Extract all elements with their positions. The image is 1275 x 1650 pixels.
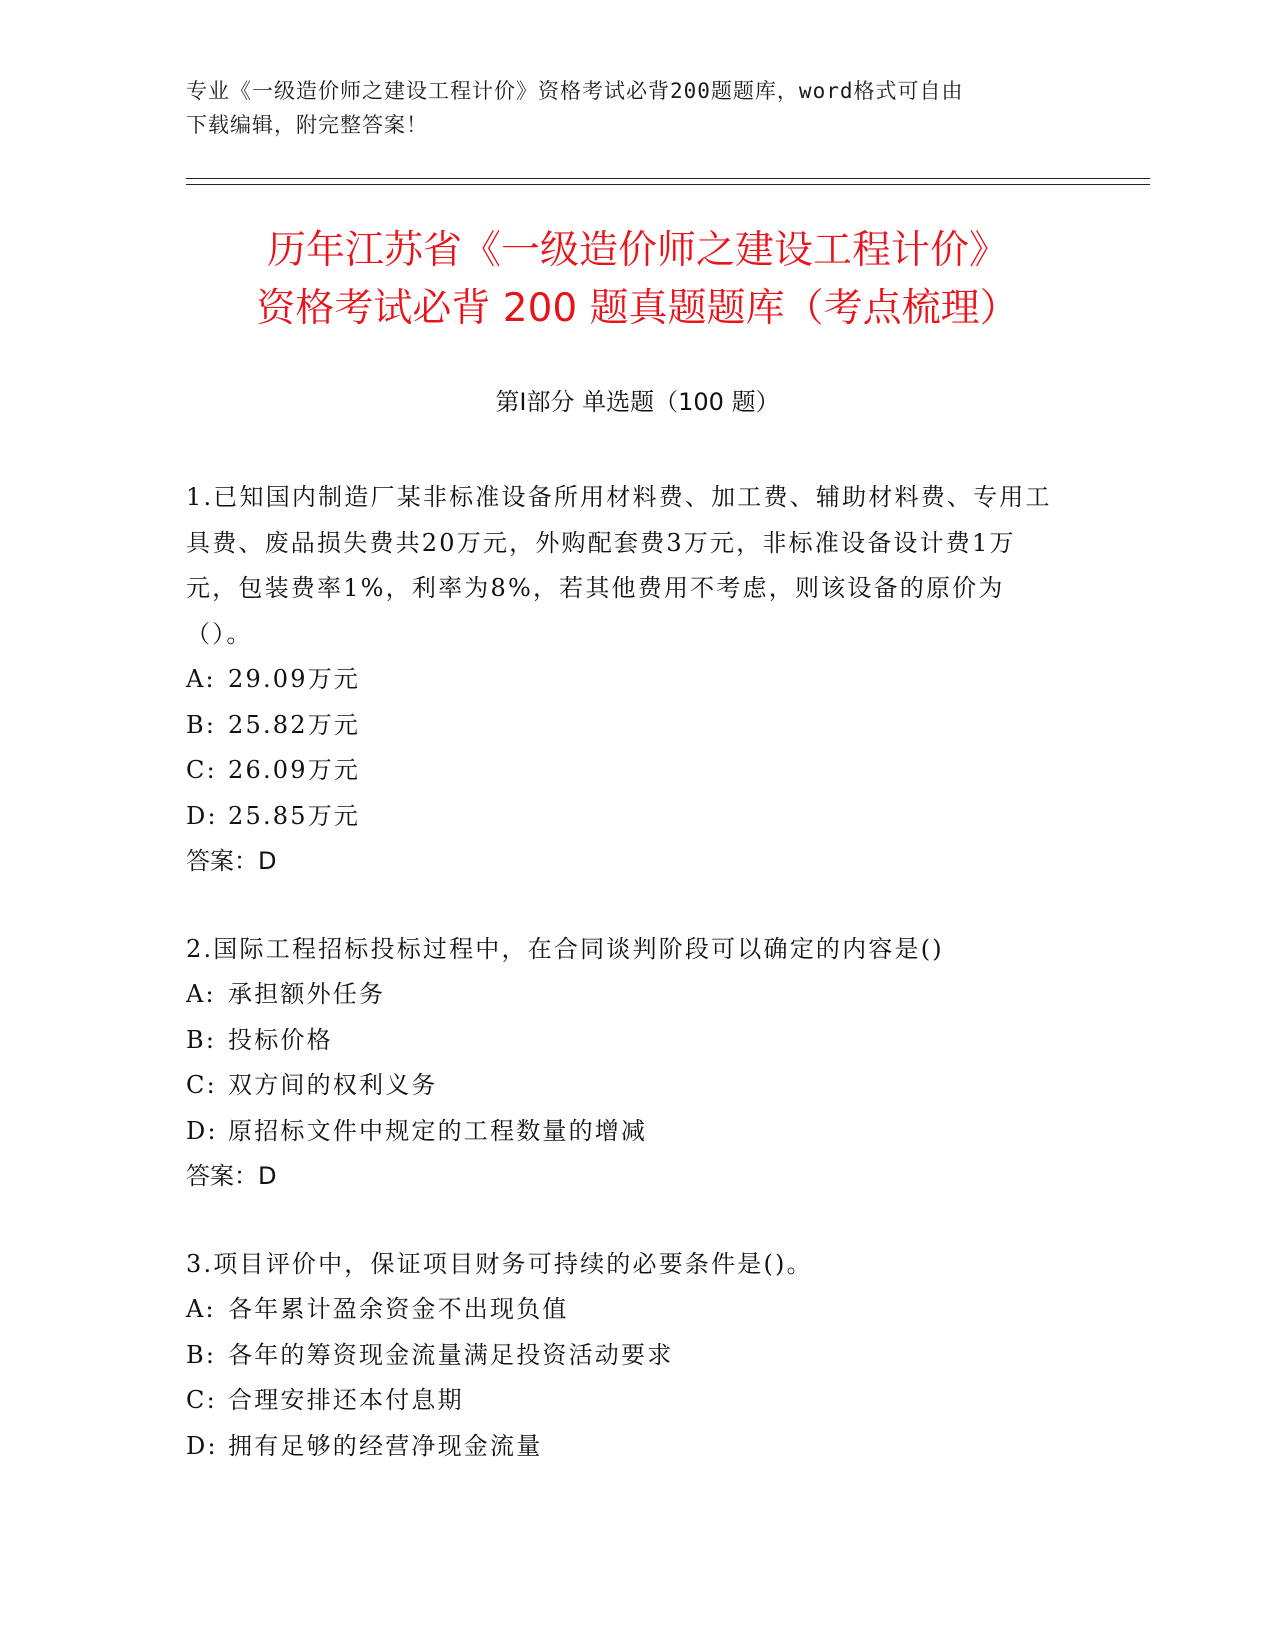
option-text: 承担额外任务: [228, 980, 386, 1008]
option-letter: C:: [186, 1071, 217, 1099]
option-letter: B:: [186, 1340, 217, 1369]
question-list: [186, 475, 1066, 1511]
option-a: [186, 657, 1066, 703]
option-letter: A:: [186, 665, 216, 693]
option-b: [186, 1018, 1066, 1064]
option-text: 29.09万元: [228, 665, 361, 693]
answer-label: 答案：D: [186, 847, 277, 875]
header-note: [186, 74, 1076, 142]
option-letter: C:: [186, 1386, 217, 1414]
option-letter: B:: [186, 1025, 217, 1054]
option-letter: B:: [186, 710, 217, 739]
question-stem: 3.项目评价中，保证项目财务可持续的必要条件是()。: [186, 1249, 813, 1278]
option-letter: A:: [186, 980, 216, 1008]
option-text: 双方间的权利义务: [228, 1071, 438, 1099]
option-letter: A:: [186, 1295, 216, 1323]
header-divider-top: [186, 178, 1150, 179]
question-stem: 1.已知国内制造厂某非标准设备所用材料费、加工费、辅助材料费、专用工具费、废品损失费共20万元，外购配套费3万元，非标准设备设计费1万元，包装费率1%，利率为8%，若其他费用不考虑，则该设备的原价为（）。: [186, 483, 1052, 648]
question-item: [186, 475, 1066, 885]
section-title: 第Ⅰ部分 单选题（100 题）: [495, 388, 780, 416]
option-letter: D:: [186, 801, 218, 830]
option-c: [186, 748, 1066, 794]
header-divider-bottom: [186, 184, 1150, 185]
option-text: 各年的筹资现金流量满足投资活动要求: [228, 1340, 674, 1369]
option-list: [186, 972, 1066, 1154]
option-a: [186, 972, 1066, 1018]
option-a: [186, 1287, 1066, 1333]
option-text: 投标价格: [228, 1025, 333, 1054]
option-text: 26.09万元: [228, 756, 361, 784]
option-list: [186, 1287, 1066, 1469]
header-note-line-2: 下载编辑，附完整答案！: [186, 113, 428, 137]
question-stem: 2.国际工程招标投标过程中，在合同谈判阶段可以确定的内容是(): [186, 934, 944, 963]
option-c: [186, 1063, 1066, 1109]
option-d: [186, 794, 1066, 840]
option-list: [186, 657, 1066, 839]
option-text: 各年累计盈余资金不出现负值: [228, 1295, 569, 1323]
option-letter: C:: [186, 756, 217, 784]
option-text: 25.82万元: [228, 710, 361, 739]
answer-label: 答案：D: [186, 1162, 277, 1190]
option-b: [186, 703, 1066, 749]
option-text: 拥有足够的经营净现金流量: [228, 1431, 543, 1460]
option-d: [186, 1109, 1066, 1155]
option-c: [186, 1378, 1066, 1424]
document-title-line-2: 资格考试必背 200 题真题题库（考点梳理）: [256, 286, 1019, 331]
option-text: 原招标文件中规定的工程数量的增减: [228, 1116, 648, 1145]
option-b: [186, 1333, 1066, 1379]
document-title-line-1: 历年江苏省《一级造价师之建设工程计价》: [266, 228, 1008, 273]
option-d: [186, 1424, 1066, 1470]
question-item: [186, 927, 1066, 1200]
header-note-line-1: 专业《一级造价师之建设工程计价》资格考试必背200题题库，word格式可自由: [186, 79, 964, 103]
option-text: 25.85万元: [228, 801, 361, 830]
option-letter: D:: [186, 1431, 218, 1460]
question-item: [186, 1242, 1066, 1470]
option-letter: D:: [186, 1116, 218, 1145]
option-text: 合理安排还本付息期: [228, 1386, 464, 1414]
document-title: [160, 222, 1115, 338]
